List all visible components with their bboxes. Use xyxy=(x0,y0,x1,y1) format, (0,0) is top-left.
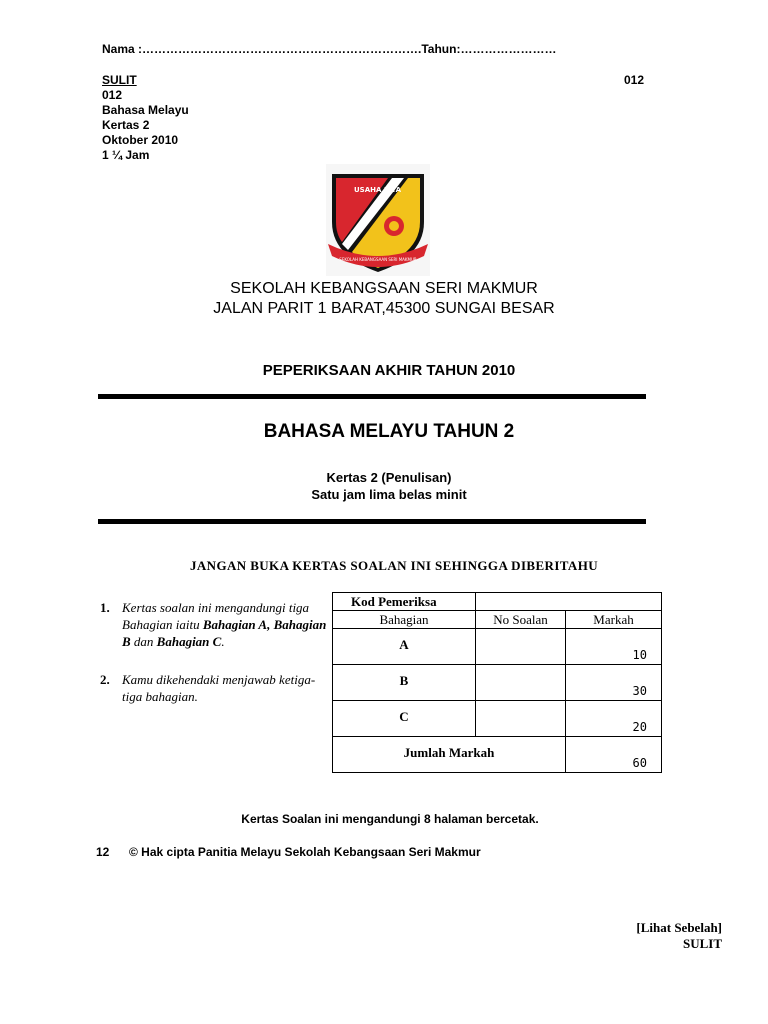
question-no-cell xyxy=(476,665,566,701)
col-header-marks: Markah xyxy=(566,611,662,629)
question-no-cell xyxy=(476,629,566,665)
instruction-2 xyxy=(100,671,330,705)
crest-ring-text: SEKOLAH KEBANGSAAN SERI MAKMUR xyxy=(339,257,417,262)
school-name-block xyxy=(0,279,768,319)
turn-over-note: [Lihat Sebelah] xyxy=(636,920,722,935)
instruction-1 xyxy=(100,599,330,650)
do-not-open-warning: JANGAN BUKA KERTAS SOALAN INI SEHINGGA DIBERITAHU xyxy=(189,558,598,573)
instruction-text: Kertas soalan ini mengandungi tiga Bahagian iaitu Bahagian A, Bahagian B dan Bahagian C. xyxy=(122,600,327,649)
examiner-code-label: Kod Pemeriksa xyxy=(333,593,476,611)
paper-duration: Satu jam lima belas minit xyxy=(311,487,467,502)
school-name: SEKOLAH KEBANGSAAN SERI MAKMUR xyxy=(230,280,538,297)
section-label: A xyxy=(399,637,409,652)
paper-code-right: 012 xyxy=(623,73,644,87)
name-year-line: Nama :…………………………………………………………….Tahun:…………………… xyxy=(102,42,557,56)
paper-header-block xyxy=(102,73,189,163)
marks-value: 30 xyxy=(632,684,647,698)
col-header-question-no: No Soalan xyxy=(476,611,566,629)
total-marks-label: Jumlah Markah xyxy=(403,745,495,760)
copyright-note: © Hak cipta Panitia Melayu Sekolah Kebangsaan Seri Makmur xyxy=(129,845,481,859)
examiner-marks-table xyxy=(332,592,662,773)
section-label: B xyxy=(399,673,409,688)
exam-title: PEPERIKSAAN AKHIR TAHUN 2010 xyxy=(262,362,516,379)
divider-rule-bottom xyxy=(98,519,646,524)
paper-description xyxy=(0,469,768,503)
instruction-text: Kamu dikehendaki menjawab ketiga-tiga bahagian. xyxy=(122,672,316,704)
divider-rule-top xyxy=(98,394,646,399)
crest-motto: USAHA JAYA xyxy=(354,186,402,194)
paper-line: Kertas 2 xyxy=(102,118,150,132)
footer-sulit: SULIT xyxy=(682,936,722,951)
instruction-number: 2. xyxy=(100,672,110,687)
marks-value: 20 xyxy=(632,720,647,734)
subject-title: BAHASA MELAYU TAHUN 2 xyxy=(263,421,515,442)
col-header-section: Bahagian xyxy=(333,611,476,629)
sulit-label: SULIT xyxy=(102,73,137,87)
total-row xyxy=(333,737,662,773)
duration-line: 1 ¼ Jam xyxy=(102,148,150,162)
date-line: Oktober 2010 xyxy=(102,133,179,147)
paper-name: Kertas 2 (Penulisan) xyxy=(326,470,452,485)
footer-right-block xyxy=(636,920,722,952)
examiner-code-field xyxy=(476,593,662,611)
table-row xyxy=(333,629,662,665)
marks-value: 10 xyxy=(632,648,647,662)
instruction-number: 1. xyxy=(100,600,110,615)
paper-code: 012 xyxy=(102,88,123,102)
total-marks-value: 60 xyxy=(632,756,647,770)
page-number: 12 xyxy=(96,845,110,859)
school-address: JALAN PARIT 1 BARAT,45300 SUNGAI BESAR xyxy=(213,300,555,317)
table-row xyxy=(333,701,662,737)
table-row xyxy=(333,665,662,701)
section-label: C xyxy=(399,709,409,724)
question-no-cell xyxy=(476,701,566,737)
school-crest-logo xyxy=(326,164,430,276)
page-count-note: Kertas Soalan ini mengandungi 8 halaman bercetak. xyxy=(241,812,539,826)
subject-line: Bahasa Melayu xyxy=(102,103,189,117)
